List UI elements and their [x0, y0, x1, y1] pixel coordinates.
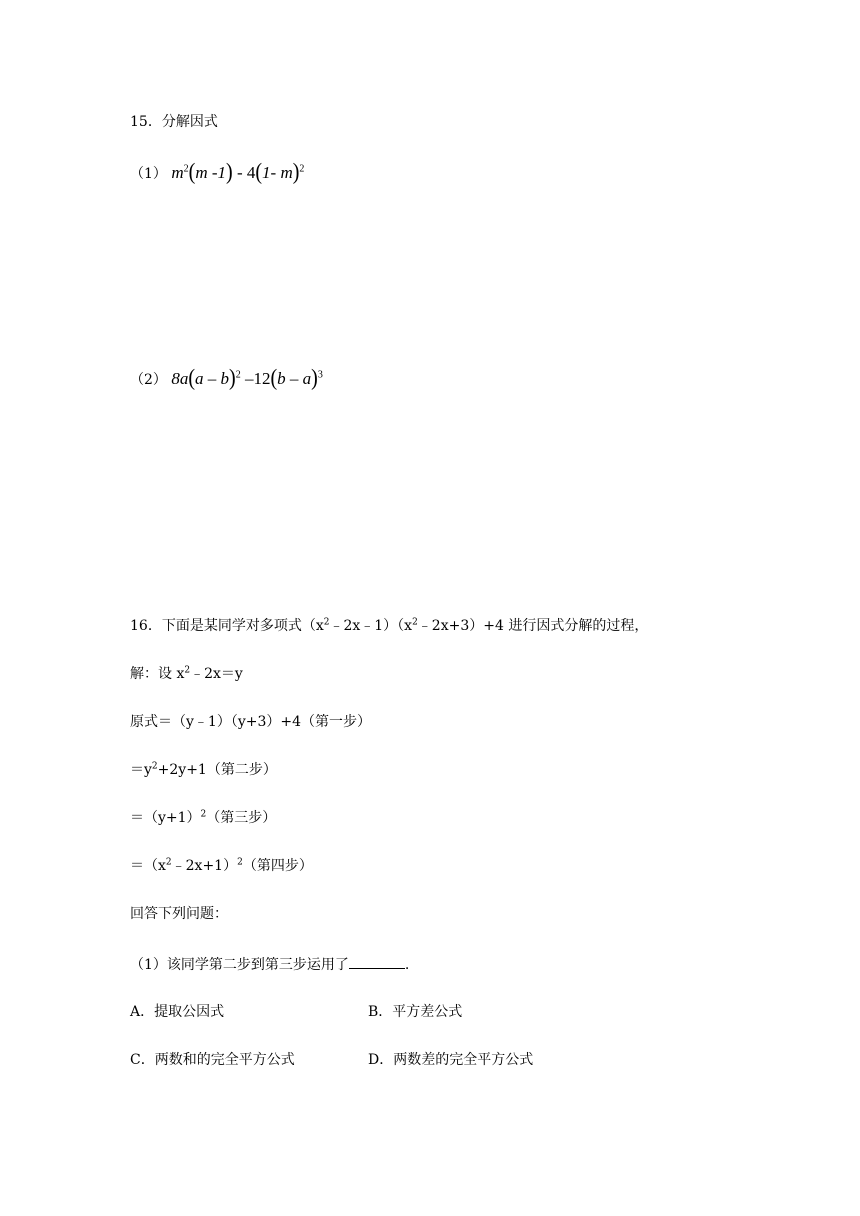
answer-blank — [349, 954, 405, 969]
option-a: A．提取公因式 — [130, 1004, 225, 1020]
q15-title: 15．分解因式 — [130, 114, 218, 130]
q16-step4: $=(x^2﹣2x+1)^2$（第四步） — [130, 857, 313, 874]
q16-step1: 原式＝（y﹣1）（y+3）+4（第一步） — [130, 714, 372, 730]
option-b: B．平方差公式 — [368, 1004, 463, 1020]
q15-part1 — [130, 159, 305, 185]
q15-part2 — [130, 365, 323, 391]
q16-sub1: （1）该同学第二步到第三步运用了 . — [130, 954, 409, 975]
q15-part1-expression: $m^2(m$ -1) - 4(1- m)$^2$ — [171, 159, 305, 185]
q16-step2: $=y^2+2y+1$（第二步） — [130, 761, 277, 778]
q15-part2-label: （2） — [130, 372, 167, 388]
q16-intro: 16．下面是某同学对多项式$(x^2﹣2x﹣1)(x^2﹣2x+3)+4$ 进行因式分解的过程， — [130, 617, 649, 634]
q15-part2-expression: 8a(a – b)$^2$ –12(b – a)$^3$ — [171, 365, 323, 391]
q16-solution-setup: 解：设 $x^2﹣2x=y$ — [130, 665, 243, 682]
option-c: C．两数和的完全平方公式 — [130, 1052, 295, 1068]
q16-step3: $=(y+1)^2$（第三步） — [130, 809, 277, 826]
q16-answer-prompt: 回答下列问题： — [130, 906, 228, 922]
option-d: D．两数差的完全平方公式 — [368, 1052, 534, 1068]
q15-part1-label: （1） — [130, 166, 167, 182]
